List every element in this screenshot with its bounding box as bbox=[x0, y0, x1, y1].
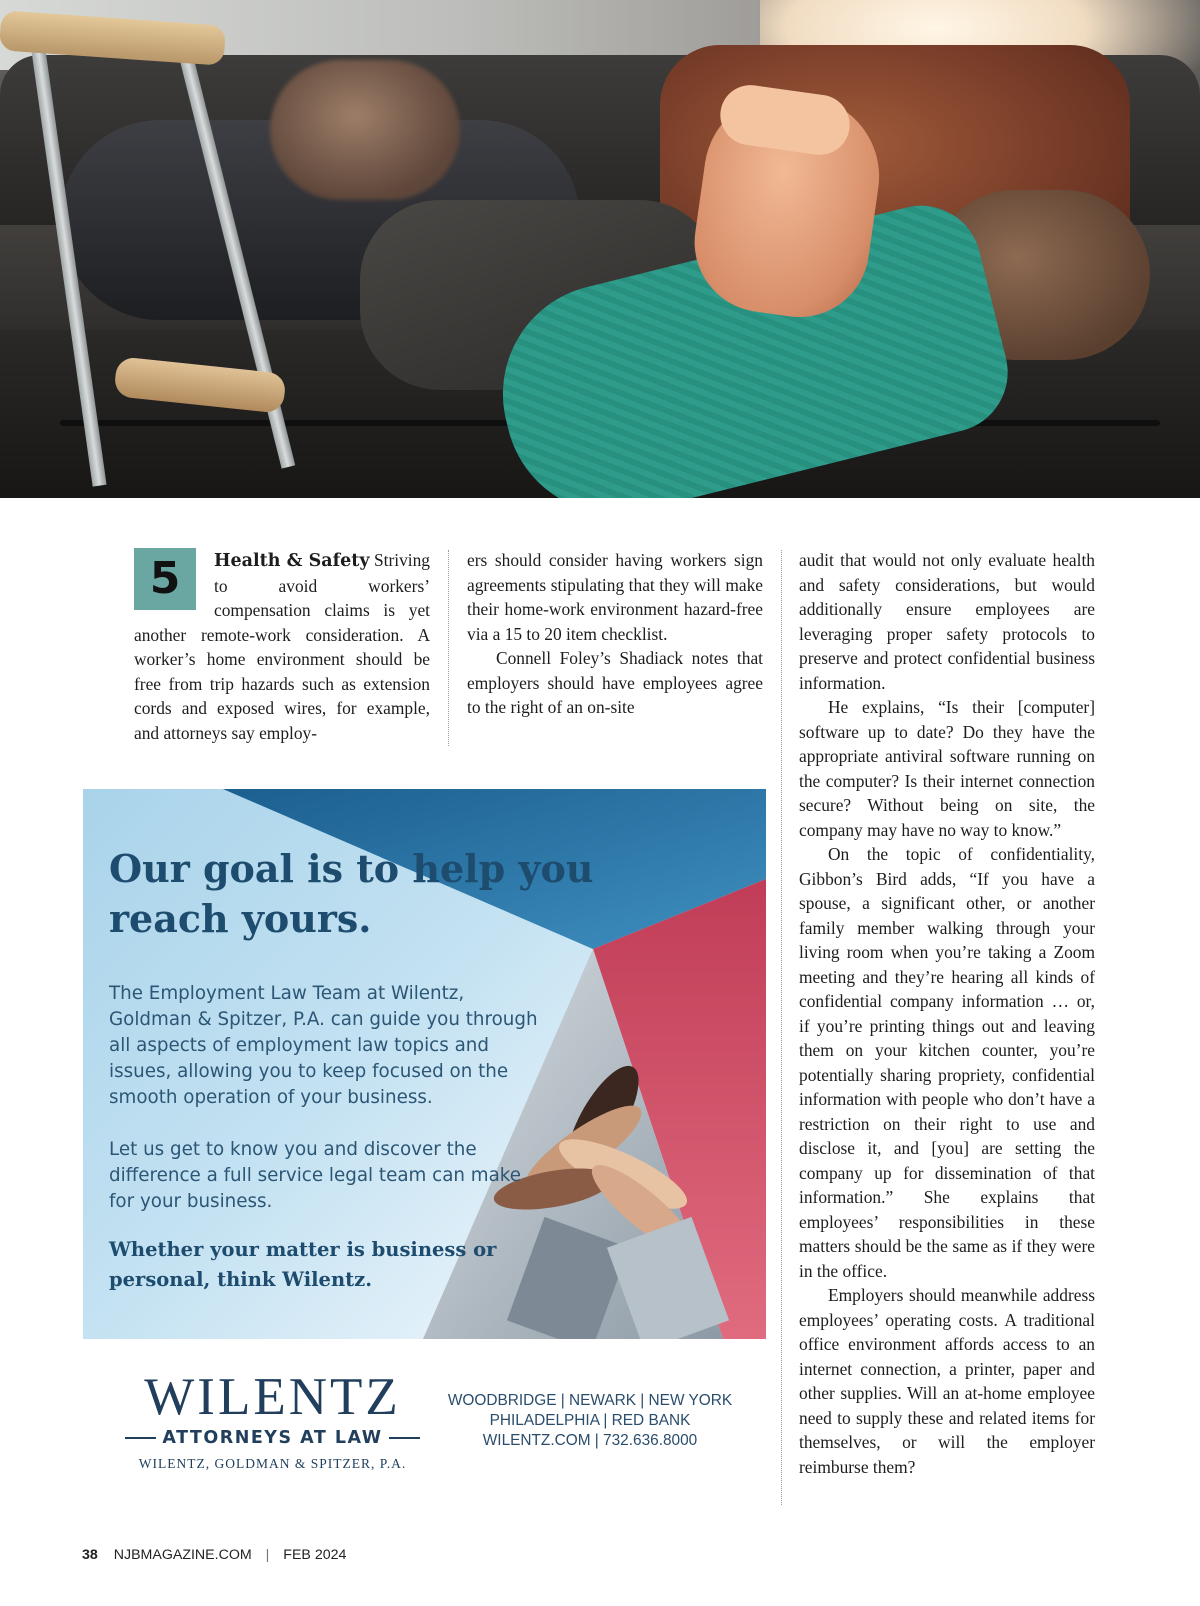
ad-contact-offices-2: PHILADELPHIA | RED BANK bbox=[489, 1412, 691, 1429]
ad-contact-web-phone[interactable]: WILENTZ.COM | 732.636.8000 bbox=[482, 1432, 698, 1449]
column-divider-2 bbox=[781, 550, 782, 1505]
column-2-paragraph-1: ers should consider having workers sign agreements stipulating that they will make their home-work environment hazard-free via a 15 to 20 item checklist. bbox=[467, 550, 763, 644]
ad-tagline: Whether your matter is business or personal, think Wilentz. bbox=[109, 1238, 497, 1291]
ad-body-paragraph-2: Let us get to know you and discover the difference a full service legal team can make for your business. bbox=[109, 1139, 521, 1212]
wilentz-logo[interactable] bbox=[125, 1368, 420, 1478]
column-1-text: Striving to avoid workers’ compensation claims is yet another remote-work consideration. A worker’s home environment should be free from trip hazards such as extension cords and exposed wires, for example, and attorneys say employ- bbox=[134, 550, 430, 743]
ad-contact-offices-1: WOODBRIDGE | NEWARK | NEW YORK bbox=[447, 1392, 733, 1409]
ad-headline: Our goal is to help you reach yours. bbox=[109, 846, 594, 941]
footer-issue-date: FEB 2024 bbox=[283, 1547, 347, 1563]
column-divider-1 bbox=[448, 550, 449, 746]
section-number-badge: 5 bbox=[134, 548, 196, 610]
logo-rule-left bbox=[125, 1437, 156, 1439]
column-3-paragraph-4: Employers should meanwhile address employees’ operating costs. A traditional office environment affords access to an internet connection, a printer, paper and other supplies. Will an at-home employee need to supply these and related items for themselves, or will the employer reimburse them? bbox=[799, 1285, 1095, 1477]
footer-separator: | bbox=[265, 1547, 270, 1563]
column-3-paragraph-1: audit that would not only evaluate health and safety considerations, but would additionally ensure employees are leveraging proper safety protocols to preserve and protect confidential business information. bbox=[799, 550, 1095, 693]
article-column-1 bbox=[134, 548, 430, 745]
hero-photo bbox=[0, 0, 1200, 498]
article-column-3 bbox=[799, 548, 1095, 1479]
wilentz-advertisement bbox=[83, 789, 766, 1339]
section-lead-heading: Health & Safety bbox=[214, 551, 370, 571]
logo-full-name: WILENTZ, GOLDMAN & SPITZER, P.A. bbox=[138, 1456, 407, 1471]
ad-contact-block bbox=[430, 1391, 750, 1451]
column-2-paragraph-2: Connell Foley’s Shadiack notes that employers should have employees agree to the right of an on-site bbox=[467, 648, 763, 717]
article-column-2 bbox=[467, 548, 763, 720]
logo-subtitle: ATTORNEYS AT LAW bbox=[162, 1428, 383, 1448]
logo-firm-name: WILENTZ bbox=[144, 1368, 401, 1426]
page-footer bbox=[82, 1547, 346, 1563]
logo-rule-right bbox=[389, 1437, 420, 1439]
logo-subtitle-row bbox=[125, 1428, 420, 1448]
ad-body-paragraph-1: The Employment Law Team at Wilentz, Goldman & Spitzer, P.A. can guide you through all aspects of employment law topics and issues, allowing you to keep focused on the smooth operation of your business. bbox=[109, 983, 538, 1108]
column-3-paragraph-3: On the topic of confidentiality, Gibbon’s Bird adds, “If you have a spouse, a significant other, or another family member walking through your living room when you’re taking a Zoom meeting and they’re hearing all kinds of confidential company information … or, if you’re printing things out and leaving them on your kitchen counter, you’re potentially sharing propriety, confidential information with people who don’t have a restriction on their right to use and disclose it, and [you] are setting the company up for dissemination of that information.” She explains that employees’ responsibilities in these matters should be the same as if they were in the office. bbox=[799, 844, 1095, 1281]
photo-person-head bbox=[270, 60, 460, 200]
footer-site[interactable]: NJBMAGAZINE.COM bbox=[113, 1547, 252, 1563]
page-number: 38 bbox=[82, 1547, 98, 1563]
column-3-paragraph-2: He explains, “Is their [computer] software up to date? Do they have the appropriate antiviral software running on the computer? Is their internet connection secure? Without being on site, the company may have no way to know.” bbox=[799, 697, 1095, 840]
